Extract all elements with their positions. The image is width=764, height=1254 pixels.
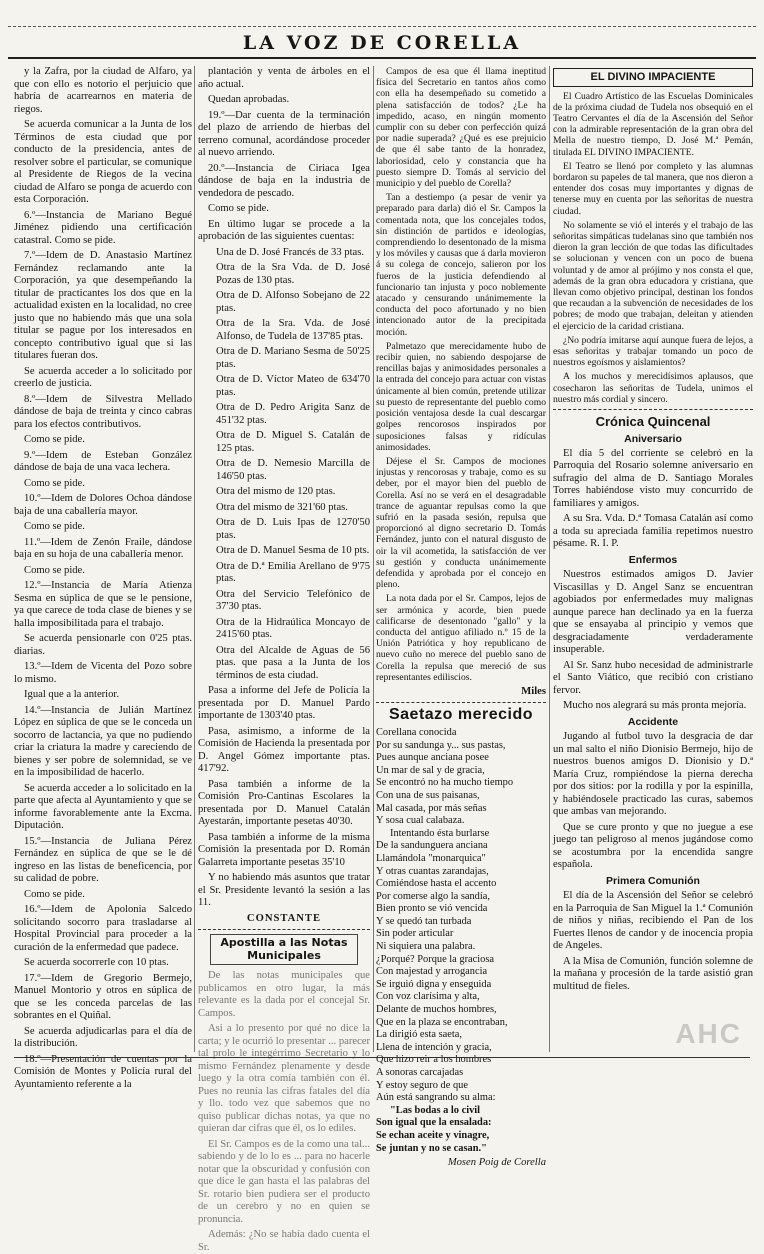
paragraph: Se juntan y no se casan." [376, 1142, 487, 1154]
paragraph: De las notas municipales que publicamos en otro lugar, la más relevante es la dada por el concejal Sr. Campos. [198, 970, 370, 1019]
paragraph: Se acuerda socorrerle con 10 ptas. [24, 957, 169, 968]
paragraph: 20.º—Instancia de Ciriaca Igea dándose de baja en la industria de vendedora de pescado. [198, 162, 370, 199]
signature-constante: CONSTANTE [246, 912, 322, 924]
paragraph: Quedan aprobadas. [208, 94, 290, 105]
paragraph: Delante de muchos hombres, [376, 1004, 497, 1016]
paragraph: Y estoy seguro de que [376, 1079, 468, 1091]
enfermos-text [553, 569, 753, 713]
aniversario-text [553, 448, 753, 551]
paragraph: 6.º—Instancia de Mariano Begué Jiménez pidiendo una certificación catastral. Como se pide. [14, 209, 192, 246]
paragraph: Pasa a informe del Jefe de Policía la presentada por D. Manuel Pardo importante de 1303'40 ptas. [198, 685, 370, 721]
paragraph: Que se cure pronto y que no juegue a ese juego tan peligroso al menos jugándose como se acostumbra por la encendida sangre española. [553, 821, 753, 871]
paragraph: Pasa también a informe de la Comisión Pro-Cantinas Escolares la presentada por D. Manuel Catalán Ayestarán, importante pesetas 40'30. [198, 778, 370, 827]
paragraph: Comiéndose hasta el accento [376, 878, 497, 890]
paragraph: 10.º—Idem de Dolores Ochoa dándose baja de una caballería mayor. [14, 493, 192, 517]
paragraph: Llamándola "monarquica" [376, 852, 486, 864]
paragraph: El Sr. Campos es de la como una tal... sabiendo y de lo lo es ... para no hacerle notar que la obscuridad y confusión con que dice le gan hasta el las palabras del Sr. rotario bien pudiera ser el producto de un cerebro y no en quien se pronuncia. [198, 1138, 370, 1225]
paragraph: Que en la plaza se encontraban, [376, 1016, 508, 1028]
paragraph: 9.º—Idem de Esteban González dándose de baja de una vaca lechera. [14, 449, 192, 473]
paragraph: Que hizo reir a los hombres [376, 1054, 492, 1066]
paragraph: Al Sr. Sanz hubo necesidad de administrarle el Santo Viático, que recibió con cristiano fervor. [553, 659, 753, 696]
paragraph: 8.º—Idem de Silvestra Mellado dándose de baja de treinta y cinco cabras para los efectos contributivos. [14, 393, 192, 430]
paragraph: Con una de sus paisanas, [376, 789, 480, 801]
paragraph: Pasa también a informe de la misma Comisión la presentada por D. Román Galarreta importante pesetas 35'10 [198, 831, 370, 868]
paragraph: Como se pide. [24, 477, 85, 489]
paragraph: Con majestad y arrogancia [376, 966, 488, 978]
paragraph: Otra del mismo de 120 ptas. [216, 486, 336, 497]
column-3 [376, 66, 546, 1169]
paragraph: Igual que a la anterior. [24, 689, 120, 700]
paragraph: Se acuerda acceder a lo solicitado por creerlo de justicia. [14, 365, 192, 389]
paragraph: Otra de D. Nemesio Marcilla de 146'50 ptas. [216, 458, 370, 482]
paragraph: Como se pide. [24, 888, 85, 900]
paragraph: Otra de D. Manuel Sesma de 10 pts. [216, 545, 370, 556]
paragraph: Nuestros estimados amigos D. Javier Viscasillas y D. Angel Sanz se encuentran agobiados por enfermedades muy malignas aunque parece han declinado ya en la fuerza que se ensayaba al principio y vemos que desgraciadamente verdaderamente insuperable. [553, 569, 753, 656]
paragraph: Tan a destiempo (a pesar de venir ya preparado para darla) dió el Sr. Campos la comentada nota, que los concejales todos, sin distinción de partidos e ideologías, comprendiendo lo desentonado de la misma y los móviles y causas que á darla movieron á su colega de concejo, salieron por los fueros de la justicia defendiendo al funcionario tan injusta y poco noblemente atacado y censurando unánimemente la conducta del poco afortunado y no bien intencionado autor de la precipitada moción. [376, 192, 546, 338]
column-4 [553, 66, 753, 1056]
paragraph: Bien pronto se vió vencida [376, 903, 488, 915]
accounts-list [198, 247, 370, 683]
apostilla-title: Apostilla a las Notas Municipales [210, 934, 358, 965]
paragraph: Otra de D.ª Emilia Arellano de 9'75 ptas. [216, 560, 370, 584]
paragraph: Campos de esa que él llama ineptitud física del Secretario en tantos años como con ella ha desempeñado su cometido a plena satisfacción de todos? ¿Le ha impedido, acaso, en ningún momento cumplir con su deber con perfección quizá por nadie superada? ¿Qué es ese prejuicio de que él sabe tanto de la honradez, laboriosidad, celo y constancia que ha puesto siempre D. Tomás al servicio del municipio y del pueblo de Corella? [376, 66, 546, 190]
section-divider [198, 929, 370, 930]
paragraph: Asi a lo presento por qué no dice la carta; y le ocurrió lo presentar ... parecer tal prolo le integérrimo Secretario y lo mismo Fernández plenamente y desde luego y la otra comía también con él. Pues no reunía las cifras fatales del día y llo. todo vez que sabemos que no quiso publicar dichas notas, ya que no quieran dar cifras que él, os lo ediles. [198, 1023, 370, 1134]
paragraph: 19.º—Dar cuenta de la terminación del plazo de arriendo de hierbas del terreno comunal, acordándose proceder al nuevo arriendo. [198, 109, 370, 158]
paragraph: Palmetazo que merecidamente hubo de recibir quien, no sabiendo despojarse de rencillas bajas y animosidades personales a la entrada del concejo para actuar con vistas únicamente al bien común, pretende utilizar su puesto de representante del pueblo como posición ventajosa desde la cual descargar golpes rencorosos inspirados por suposiciones falsas y ridículas animosidades. [376, 340, 546, 453]
paragraph: A su Sra. Vda. D.ª Tomasa Catalán así como a toda su apreciada familia repetimos nuestro pésame. R. I. P. [553, 513, 753, 550]
paragraph: Otra del Alcalde de Aguas de 56 ptas. que pasa a la Junta de los términos de esta ciudad. [216, 644, 370, 681]
signature-miles: Miles [521, 685, 546, 697]
secretary-article [376, 66, 546, 683]
poem-author: Mosen Poig de Corella [447, 1157, 546, 1169]
paragraph: La nota dada por el Sr. Campos, lejos de ser armónica y acorde, bien puede calificarse de desentonado "gallo" y la conducta del antiguo afiliado n.º 15 de la Unión Patriótica y hoy republicano de nuevo cuño no merece del pueblo sano de Corella la repulsa que mereció de sus representantes ediliscios. [376, 593, 546, 683]
footer-rule [14, 1057, 750, 1058]
municipal-notes-continuation [198, 66, 370, 244]
paragraph: Déjese el Sr. Campos de mociones injustas y rencorosas y trabaje, como es su deber, por el mayor bien del pueblo de Corella. Así no se verá en el desagradable trance de aguantar repulsas como la que sufrió en la pasada sesión, repulsa que proporcionó al digno secretario D. Tomás Fernández, junto con el natural disgusto de oir la vil acometida, la satisfacción de ver su gestión y conducta unánimemente defendida y aprobada por el concejo en pleno. [376, 455, 546, 591]
paragraph: Son igual que la ensalada: [376, 1117, 492, 1129]
paragraph: 11.º—Idem de Zenón Fraile, dándose baja en su hoja de una caballería menor. [14, 536, 192, 560]
paragraph: Se encontró no ha mucho tiempo [376, 777, 514, 789]
paragraph: Mal casada, por más señas [376, 802, 487, 814]
apostilla-text [198, 970, 370, 1254]
paragraph: Como se pide. [208, 203, 269, 214]
paragraph: 17.º—Idem de Gregorio Bermejo, Manuel Montorio y otros en súplica de que se les conceda parcelas de las sobrantes en el Quiñal. [14, 972, 192, 1021]
paragraph: Y otras cuantas zarandajas, [376, 865, 489, 877]
column-2 [198, 66, 370, 1253]
paragraph: ¿No podría imitarse aquí aunque fuera de lejos, a esas señoritas y trabajar tomando un poco de nuestros egoísmos y aislamientos? [553, 334, 753, 369]
paragraph: La dirigió esta saeta, [376, 1029, 462, 1041]
divino-impaciente-title: EL DIVINO IMPACIENTE [553, 68, 753, 87]
paragraph: Ni siquiera una palabra. [376, 941, 476, 953]
paragraph: plantación y venta de árboles en el año actual. [198, 66, 370, 90]
paragraph: Con voz clarísima y alta, [376, 991, 480, 1003]
accidente-text [553, 731, 753, 872]
paragraph: Un mar de sal y de gracia, [376, 764, 485, 776]
poem-verses [376, 727, 546, 1155]
paragraph: Se acuerda pensionarle con 0'25 ptas. diarias. [14, 633, 192, 657]
paragraph: 13.º—Idem de Vicenta del Pozo sobre lo mismo. [14, 661, 192, 685]
paragraph: Como se pide. [24, 434, 85, 445]
paragraph: Pasa, asimismo, a informe de la Comisión de Hacienda la presentada por D. Angel Gómez importante ptas. 417'92. [198, 725, 370, 774]
paragraph: Otra de D. Miguel S. Catalán de 125 ptas. [216, 430, 370, 454]
paragraph: Otra de la Sra. Vda. de José Alfonso, de Tudela de 137'85 ptas. [216, 318, 370, 342]
paragraph: Otra de la Hidraúlica Moncayo de 2415'60 ptas. [216, 616, 370, 640]
paragraph: Otra de D. Mariano Sesma de 50'25 ptas. [216, 346, 370, 370]
paragraph: 12.º—Instancia de María Atienza Sesma en súplica de que se le pensione, ya que carece de toda clase de bienes y se halla imposibilitada para el trabajo. [14, 580, 192, 629]
paragraph: Jugando al futbol tuvo la desgracia de dar un mal salto el niño Dionisio Bermejo, hijo de nuestros buenos amigos D. Dionisio y D.ª María Cruz, rompiéndose la pierna derecha por dos sitios: por la rodilla y por la espinilla, y habiéndosele practicado las curas, sabemos que ambas van mejorando. [553, 731, 753, 818]
section-divider [553, 409, 753, 410]
column-divider [194, 66, 195, 1052]
paragraph: De la sandunguera anciana [376, 840, 488, 852]
paragraph: Además: ¿No se había dado cuenta el Sr. [198, 1229, 370, 1253]
paragraph: Sin poder articular [376, 928, 454, 940]
paragraph: Aún está sangrando su alma: [376, 1092, 496, 1104]
closing-notes [198, 685, 370, 910]
column-1 [14, 66, 192, 1090]
paragraph: Llena de intención y gracia, [376, 1041, 492, 1053]
divino-impaciente-text [553, 91, 753, 405]
paragraph: Intentando ésta burlarse [390, 827, 490, 839]
paragraph: 7.º—Idem de D. Anastasio Martínez Fernández reclamando ante la Corporación, ya que desempeñando la titular de practicantes los dos que en la actualidad existen en la localidad, no cree justo que no habiendo más que una sola titular se pague por los interesados en concepto contributivo igual que si las titulares fueran dos. [14, 250, 192, 361]
paragraph: El Teatro se llenó por completo y las alumnas bordaron su papeles de tal manera, que nos dieron a entender dos cosas muy importantes y dignas de tenerse muy en cuenta por las señoritas de nuestra ciudad. [553, 160, 753, 217]
comunion-heading: Primera Comunión [606, 874, 700, 887]
section-divider [376, 702, 546, 703]
paragraph: Se irguió digna y enseguida [376, 978, 492, 990]
masthead-rule-top [8, 26, 756, 27]
paragraph: A los muchos y merecidísimos aplausos, que cosecharon las señoritas de Tudela, unimos el nuestro más cordial y sincero. [553, 371, 753, 405]
paragraph: No solamente se vió el interés y el trabajo de las señoritas simpáticas tudelanas sino que también nos dieron la gran lección de que todas las dificultades se solucionan y vencen con un poco de buena voluntad y de amor al prójimo y nos consta el que, además de la gran obra educadora y cristiana, que llevan como objetivo principal, destinan los fondos que recaudan a la subvención de necesidades de los pobres; de modo que trabajan, deleitan y atienden el ejercicio de la caridad cristiana. [553, 219, 753, 332]
column-divider [373, 66, 374, 1052]
paragraph: Otra de D. Luis Ipas de 1270'50 ptas. [216, 517, 370, 541]
paragraph: Se echan aceite y vinagre, [376, 1129, 490, 1141]
masthead-rule-bottom [8, 57, 756, 59]
paragraph: A la Misa de Comunión, función solemne de la mañana y procesión de la tarde asistió gran multitud de fieles. [553, 955, 753, 992]
paragraph: "Las bodas a lo civil [390, 1104, 481, 1116]
paragraph: Se acuerda adjudicarlas para el día de la distribución. [14, 1025, 192, 1049]
paragraph: Una de D. José Francés de 33 ptas. [216, 246, 364, 258]
paragraph: 16.º—Idem de Apolonia Salcedo solicitando socorro para trasladarse al Hospital Provincial para proceder a la curación de la enfermedad que padece. [14, 904, 192, 953]
paragraph: Pues aunque anciana posee [376, 752, 489, 764]
archive-stamp: AHC [675, 1018, 742, 1049]
paragraph: Y sosa cual calabaza. [376, 815, 465, 827]
paragraph: Por comerse algo la sandía, [376, 890, 490, 902]
paragraph: Otra de D. Víctor Mateo de 634'70 ptas. [216, 374, 370, 398]
paragraph: 18.º—Presentación de cuentas por la Comisión de Montes y Policía rural del Ayuntamiento referente a la [14, 1053, 192, 1090]
aniversario-heading: Aniversario [624, 433, 682, 446]
paragraph: Otra del mismo de 321'60 ptas. [216, 501, 348, 513]
paragraph: Otra de la Sra Vda. de D. José Pozas de 130 ptas. [216, 262, 370, 286]
paragraph: El día 5 del corriente se celebró en la Parroquia del Rosario solemne aniversario en sufragio del alma de D. Santiago Morales Torres habiéndose visto muy concurrido de familiares y amigos. [553, 447, 753, 509]
newspaper-title: LA VOZ DE CORELLA [242, 32, 522, 54]
paragraph: 14.º—Instancia de Julián Martínez López en súplica de que se le conceda un socorro de lactancia, ya que no pudiendo criar la criatura la madre y careciendo de bienes y ser pobre de solemnidad, se ve en la imposibilidad de hacerlo. [14, 704, 192, 778]
poem-title: Saetazo merecido [388, 706, 534, 724]
paragraph: ¿Porqué? Porque la graciosa [376, 953, 495, 965]
paragraph: Por su sandunga y... sus pastas, [376, 739, 506, 751]
paragraph: A sonoras carcajadas [376, 1067, 464, 1078]
comunion-text [553, 890, 753, 993]
paragraph: El día de la Ascensión del Señor se celebró en la Parroquia de San Miguel la 1.ª Comunión de niños y niñas, recibiendo el Pan de los Fuertes llenos de candor y de inocencia propia de Angeles. [553, 890, 753, 952]
paragraph: Y se quedó tan turbada [376, 915, 472, 927]
paragraph: En último lugar se procede a la aprobación de las siguientes cuentas: [198, 218, 370, 242]
paragraph: Otra del Servicio Telefónico de 37'30 ptas. [216, 588, 370, 612]
paragraph: Como se pide. [24, 521, 85, 532]
column-divider [549, 66, 550, 1052]
paragraph: Como se pide. [24, 564, 85, 576]
enfermos-heading: Enfermos [628, 553, 678, 566]
accidente-heading: Accidente [627, 715, 679, 728]
paragraph: Mucho nos alegrará su más pronta mejoría. [563, 700, 747, 712]
paragraph: Otra de D. Pedro Arigita Sanz de 451'32 ptas. [216, 402, 370, 426]
paragraph: y la Zafra, por la ciudad de Alfaro, ya que con ello es notorio el perjuicio que habría de acarrearnos en materia de riegos. [14, 66, 192, 115]
paragraph: 15.º—Instancia de Juliana Pérez Fernández en súplica de que se le dé ingreso en las listas de beneficencia, por su calidad de pobre. [14, 835, 192, 884]
paragraph: El Cuadro Artístico de las Escuelas Dominicales de la próxima ciudad de Tudela nos obsequió en el Teatro Cervantes el día de la Ascensión del Señor con la admirable representación de la gran obra del Mella de nuestro tiempo, D. José M.ª Pemán, titulada EL DIVINO IMPACIENTE. [553, 90, 753, 158]
masthead [8, 26, 756, 60]
paragraph: Otra de D. Alfonso Sobejano de 22 ptas. [216, 290, 370, 314]
paragraph: Se acuerda comunicar a la Junta de los Términos de esta ciudad que por conducto de la presidencia, antes de resolver sobre el particular, se comunique al Presidente de Riegos de la vecina ciudad de Alfaro se ponga de acuerdo con esta Corporación. [14, 119, 192, 205]
paragraph: Se acuerda acceder a lo solicitado en la parte que afecta al Ayuntamiento y que se informe favorablemente ante la Excma. Diputación. [14, 782, 192, 831]
cronica-title: Crónica Quincenal [595, 413, 711, 429]
paragraph: Corellana conocida [376, 726, 457, 738]
paragraph: Y no habiendo más asuntos que tratar el Sr. Presidente levantó la sesión a las 11. [198, 872, 370, 908]
